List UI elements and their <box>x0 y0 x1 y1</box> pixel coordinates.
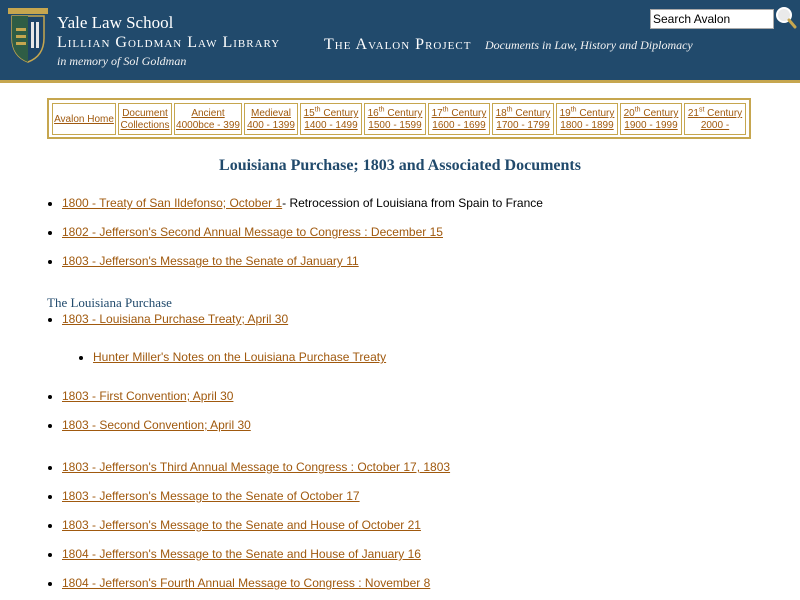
doc-link-message-senate-house-jan-16[interactable]: 1804 - Jefferson's Message to the Senate and House of January 16 <box>62 547 421 561</box>
century-navigation <box>47 98 751 139</box>
list-bullet <box>48 318 52 322</box>
doc-link-second-convention[interactable]: 1803 - Second Convention; April 30 <box>62 418 251 432</box>
list-item <box>62 418 251 432</box>
project-title[interactable]: The Avalon Project <box>324 36 472 53</box>
nav-label: Document <box>122 108 168 119</box>
doc-link-treaty-san-ildefonso[interactable]: 1800 - Treaty of San Ildefonso; October 1 <box>62 196 283 210</box>
nav-21st-century[interactable] <box>684 103 746 135</box>
nav-num: 19 <box>559 108 571 119</box>
nav-range: 2000 - <box>700 120 730 131</box>
nav-17th-century[interactable] <box>428 103 490 135</box>
list-bullet <box>48 524 52 528</box>
nav-range: 1500 - 1599 <box>368 120 422 131</box>
search-magnifier-icon[interactable] <box>775 6 797 30</box>
nav-num: 15 <box>303 108 315 119</box>
nav-sup: st <box>698 106 705 114</box>
nav-num: 18 <box>495 108 507 119</box>
list-item <box>62 489 360 503</box>
list-bullet <box>48 466 52 470</box>
nav-word: Century <box>384 108 423 119</box>
list-item <box>62 547 421 561</box>
nav-range: Collections <box>120 120 170 131</box>
nav-word: Century <box>704 108 743 119</box>
project-subtitle: Documents in Law, History and Diplomacy <box>485 38 693 52</box>
list-item <box>62 460 450 474</box>
nav-num: 17 <box>431 108 443 119</box>
nav-18th-century[interactable] <box>492 103 554 135</box>
list-bullet <box>48 231 52 235</box>
doc-link-louisiana-purchase-treaty[interactable]: 1803 - Louisiana Purchase Treaty; April 30 <box>62 312 289 326</box>
nav-word: Century <box>448 108 487 119</box>
nav-15th-century[interactable] <box>300 103 362 135</box>
nav-label: Medieval <box>250 108 292 119</box>
doc-link-message-senate-house-oct-21[interactable]: 1803 - Jefferson's Message to the Senate and House of October 21 <box>62 518 421 532</box>
list-bullet <box>48 495 52 499</box>
nav-avalon-home[interactable] <box>52 103 116 135</box>
list-item <box>62 225 443 239</box>
page-title: Louisiana Purchase; 1803 and Associated Documents <box>219 157 581 174</box>
nav-19th-century[interactable] <box>556 103 618 135</box>
doc-description: - Retrocession of Louisiana from Spain to France <box>282 196 543 210</box>
nav-num: 16 <box>367 108 379 119</box>
list-item <box>62 576 430 590</box>
section-heading: The Louisiana Purchase <box>47 295 172 310</box>
nav-word: Century <box>512 108 551 119</box>
doc-link-message-senate-jan-11[interactable]: 1803 - Jefferson's Message to the Senate of January 11 <box>62 254 359 268</box>
search-input[interactable] <box>650 9 774 29</box>
nav-range: 1900 - 1999 <box>624 120 678 131</box>
nav-word: Century <box>640 108 679 119</box>
nav-sup: th <box>442 106 449 114</box>
nav-range: 1400 - 1499 <box>304 120 358 131</box>
list-bullet <box>48 582 52 586</box>
yale-law-shield-logo[interactable] <box>8 8 48 64</box>
nav-label: Avalon Home <box>54 114 114 125</box>
nav-label: Ancient <box>191 108 225 119</box>
library-name[interactable]: Lillian Goldman Law Library <box>57 34 281 51</box>
nav-sup: th <box>314 106 321 114</box>
doc-link-hunter-miller-notes[interactable]: Hunter Miller's Notes on the Louisiana Purchase Treaty <box>93 350 387 364</box>
list-item <box>62 312 288 326</box>
nav-document-collections[interactable] <box>118 103 172 135</box>
nav-20th-century[interactable] <box>620 103 682 135</box>
list-bullet <box>48 202 52 206</box>
nav-word: Century <box>576 108 615 119</box>
list-item <box>62 196 543 210</box>
nav-ancient[interactable] <box>174 103 242 135</box>
list-bullet <box>48 553 52 557</box>
nav-num: 21 <box>687 108 699 119</box>
doc-link-third-annual-message[interactable]: 1803 - Jefferson's Third Annual Message to Congress : October 17, 1803 <box>62 460 451 474</box>
doc-link-second-annual-message[interactable]: 1802 - Jefferson's Second Annual Message to Congress : December 15 <box>62 225 443 239</box>
nav-medieval[interactable] <box>244 103 298 135</box>
list-bullet <box>79 356 83 360</box>
doc-link-first-convention[interactable]: 1803 - First Convention; April 30 <box>62 389 234 403</box>
nav-sup: th <box>570 106 577 114</box>
nav-range: 4000bce - 399 <box>176 120 240 131</box>
list-item <box>62 389 233 403</box>
nav-num: 20 <box>623 108 635 119</box>
nav-range: 1700 - 1799 <box>496 120 550 131</box>
nav-sup: th <box>634 106 641 114</box>
list-item <box>62 254 359 268</box>
doc-link-fourth-annual-message[interactable]: 1804 - Jefferson's Fourth Annual Message to Congress : November 8 <box>62 576 431 590</box>
nav-range: 1600 - 1699 <box>432 120 486 131</box>
nav-sup: th <box>378 106 385 114</box>
list-item <box>62 518 421 532</box>
list-bullet <box>48 424 52 428</box>
nav-sup: th <box>506 106 513 114</box>
school-name: Yale Law School <box>57 13 174 32</box>
doc-link-message-senate-oct-17[interactable]: 1803 - Jefferson's Message to the Senate of October 17 <box>62 489 360 503</box>
memory-tagline: in memory of Sol Goldman <box>57 54 187 68</box>
list-bullet <box>48 260 52 264</box>
nav-16th-century[interactable] <box>364 103 426 135</box>
nav-range: 1800 - 1899 <box>560 120 614 131</box>
list-bullet <box>48 395 52 399</box>
site-header <box>0 0 800 83</box>
nav-word: Century <box>320 108 359 119</box>
list-item <box>93 350 386 364</box>
nav-range: 400 - 1399 <box>247 120 295 131</box>
